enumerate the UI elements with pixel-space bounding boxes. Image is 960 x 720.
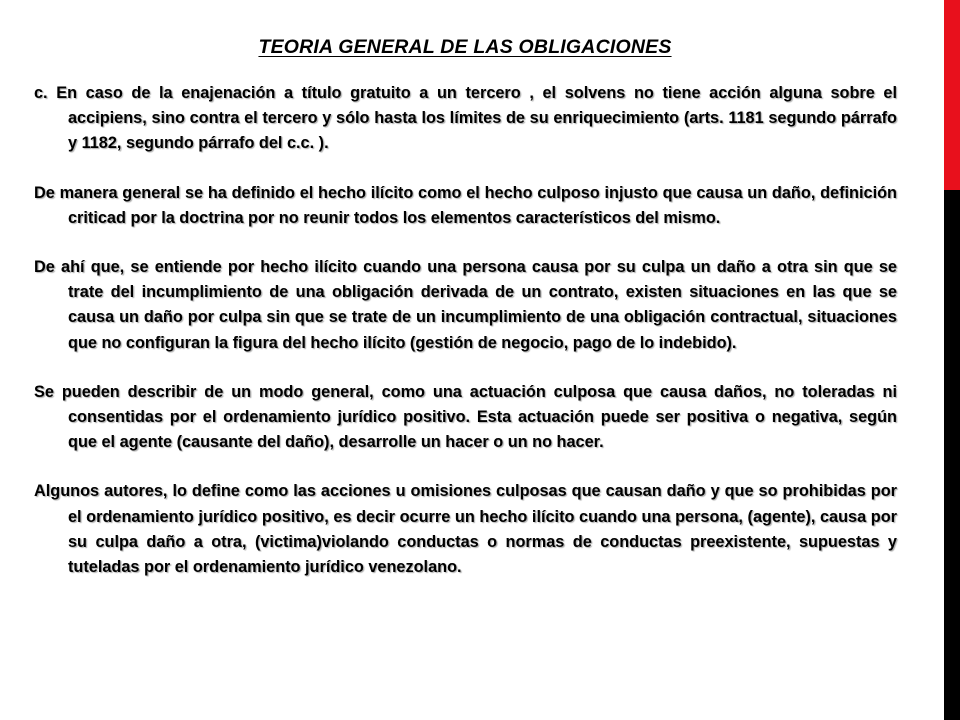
side-bar-red-accent <box>944 0 960 190</box>
paragraph-definicion-general: De manera general se ha definido el hecho ilícito como el hecho culposo injusto que causa un daño, definición criticad por la doctrina por no reunir todos los elementos característicos del mismo. <box>34 183 897 227</box>
paragraph-algunos-autores: Algunos autores, lo define como las acciones u omisiones culposas que causan daño y que so prohibidas por el ordenamiento jurídico positivo, es decir ocurre un hecho ilícito cuando una persona, (agente), causa por su culpa daño a otra, (victima)violando conductas o normas de conductas preexistente, supuestas y tuteladas por el ordenamiento jurídico venezolano. <box>34 482 897 577</box>
paragraph-enajenacion: c. En caso de la enajenación a título gratuito a un tercero , el solvens no tiene acción alguna sobre el accipiens, sino contra el tercero y sólo hasta los límites de su enriquecimiento (arts. 1181 segundo párrafo y 1182, segundo párrafo del c.c. ). <box>34 84 897 153</box>
slide-title: TEORIA GENERAL DE LAS OBLIGACIONES <box>258 36 672 58</box>
paragraph-hecho-ilicito: De ahí que, se entiende por hecho ilícito cuando una persona causa por su culpa un daño a otra sin que se trate del incumplimiento de una obligación derivada de un contrato, existen situaciones en las que se causa un daño por culpa sin que se trate de un incumplimiento de una obligación contractual, situaciones que no configuran la figura del hecho ilícito (gestión de negocio, pago de lo indebido). <box>34 258 897 352</box>
slide-body <box>34 81 897 604</box>
paragraph-actuacion-culposa: Se pueden describir de un modo general, como una actuación culposa que causa daños, no toleradas ni consentidas por el ordenamiento jurídico positivo. Esta actuación puede ser positiva o negativa, según que el agente (causante del daño), desarrolle un hacer o un no hacer. <box>34 382 897 452</box>
